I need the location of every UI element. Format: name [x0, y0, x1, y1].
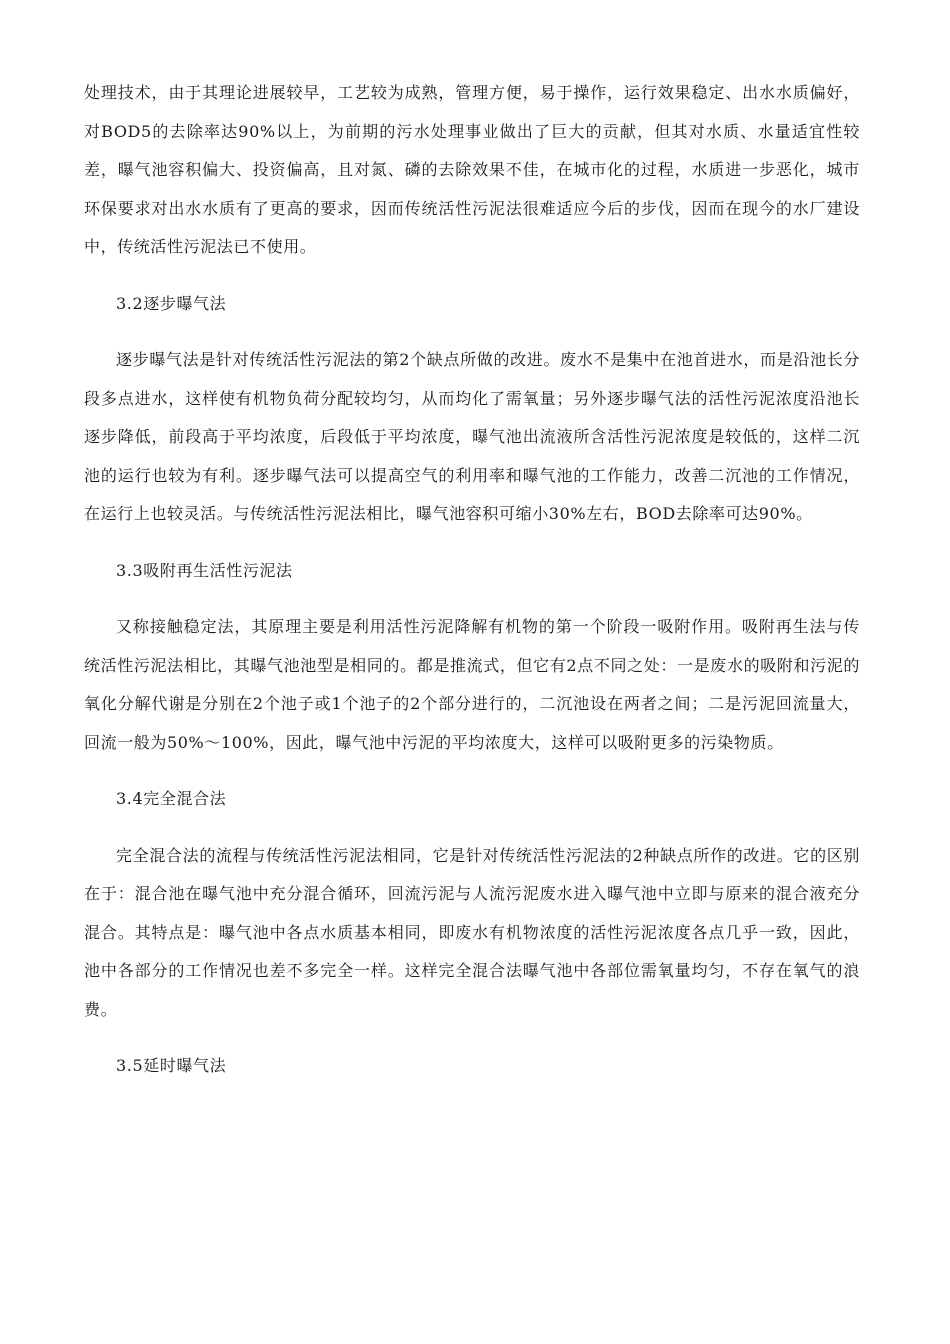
- paragraph-continued-intro: 处理技术，由于其理论进展较早，工艺较为成熟，管理方便，易于操作，运行效果稳定、出水水质偏好，对BOD5的去除率达90%以上，为前期的污水处理事业做出了巨大的贡献，但其对水质、水量适宜性较差，曝气池容积偏大、投资偏高，且对氮、磷的去除效果不佳，在城市化的过程，水质进一步恶化，城市环保要求对出水水质有了更高的要求，因而传统活性污泥法很难适应今后的步伐，因而在现今的水厂建设中，传统活性污泥法已不使用。: [84, 83, 860, 256]
- section-heading-3-2: 3.2逐步曝气法: [116, 293, 227, 313]
- section-heading-3-5: 3.5延时曝气法: [116, 1056, 227, 1075]
- section-heading-3-4: 3.4完全混合法: [116, 789, 227, 808]
- paragraph-complete-mixing: 完全混合法的流程与传统活性污泥法相同，它是针对传统活性污泥法的2种缺点所作的改进。它的区别在于：混合池在曝气池中充分混合循环，回流污泥与人流污泥废水进入曝气池中立即与原来的混合液充分混合。其特点是：曝气池中各点水质基本相同，即废水有机物浓度的活性污泥浓度各点几乎一致，因此，池中各部分的工作情况也差不多完全一样。这样完全混合法曝气池中各部位需氧量均匀，不存在氧气的浪费。: [84, 845, 860, 1019]
- paragraph-contact-stabilization: 又称接触稳定法，其原理主要是利用活性污泥降解有机物的第一个阶段一吸附作用。吸附再生法与传统活性污泥法相比，其曝气池池型是相同的。都是推流式，但它有2点不同之处：一是废水的吸附和污泥的氧化分解代谢是分别在2个池子或1个池子的2个部分进行的，二沉池设在两者之间；二是污泥回流量大，回流一般为50%～100%，因此，曝气池中污泥的平均浓度大，这样可以吸附更多的污染物质。: [84, 617, 860, 752]
- document-body: [84, 74, 860, 1104]
- paragraph-step-aeration: 逐步曝气法是针对传统活性污泥法的第2个缺点所做的改进。废水不是集中在池首进水，而是沿池长分段多点进水，这样使有机物负荷分配较均匀，从而均化了需氧量；另外逐步曝气法的活性污泥浓度沿池长逐步降低，前段高于平均浓度，后段低于平均浓度，曝气池出流液所含活性污泥浓度是较低的，这样二沉池的运行也较为有利。逐步曝气法可以提高空气的利用率和曝气池的工作能力，改善二沉池的工作情况，在运行上也较灵活。与传统活性污泥法相比，曝气池容积可缩小30%左右，BOD去除率可达90%。: [84, 350, 860, 523]
- section-heading-3-3: 3.3吸附再生活性污泥法: [116, 560, 293, 580]
